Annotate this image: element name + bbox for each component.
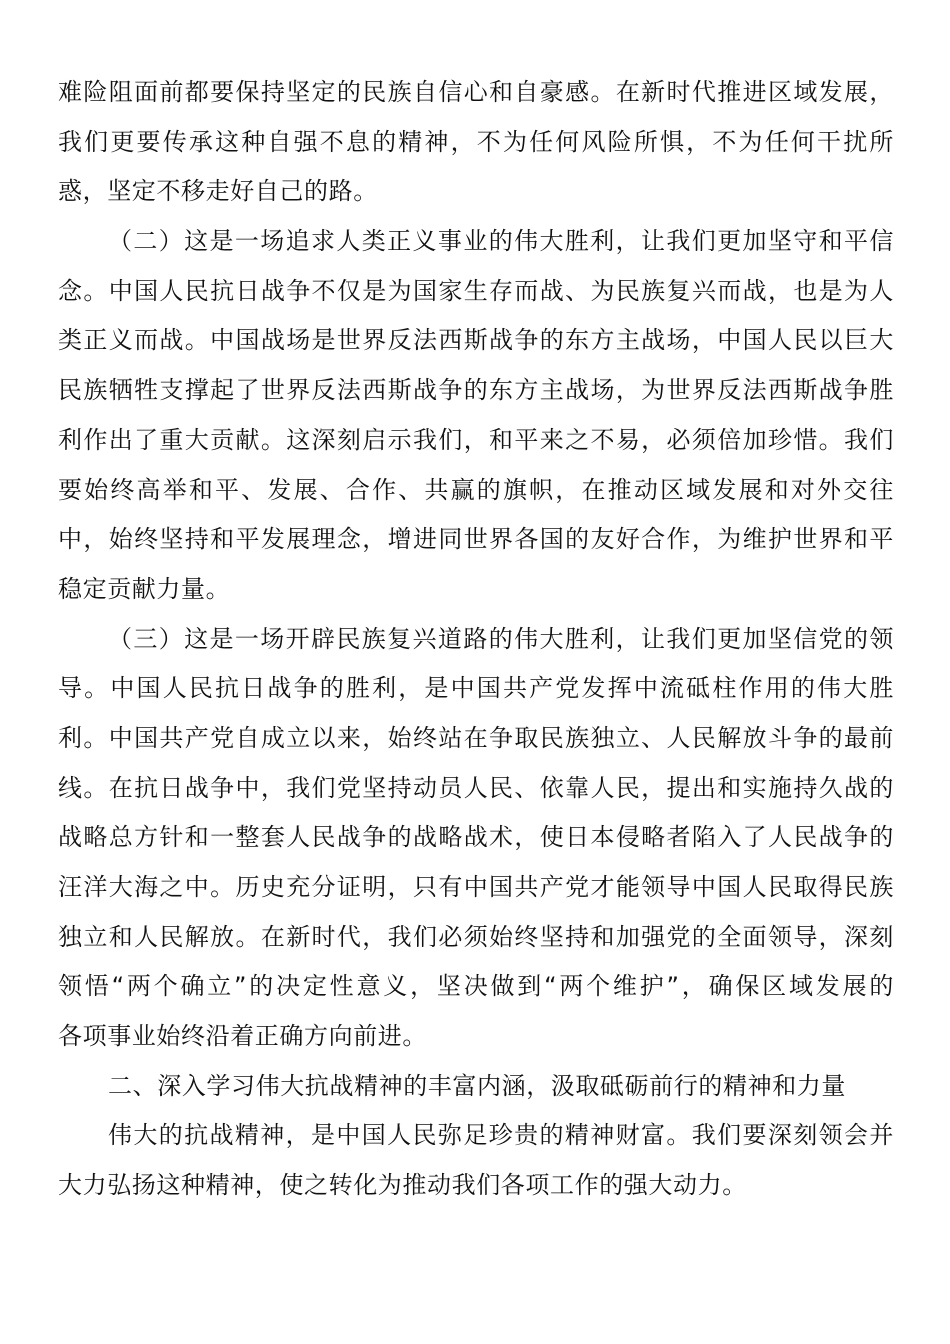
text-line: 类正义而战。中国战场是世界反法西斯战争的东方主战场，中国人民以巨大 [58,326,894,355]
paragraph-section-3 [58,615,894,1062]
paragraph-spirit-intro [58,1111,894,1210]
text-line: 利作出了重大贡献。这深刻启示我们，和平来之不易，必须倍加珍惜。我们 [58,425,894,454]
text-line: 中，始终坚持和平发展理念，增进同世界各国的友好合作，为维护世界和平 [58,525,894,554]
paragraph-continuation [58,68,894,217]
document-page [58,68,894,1211]
text-line: 难险阻面前都要保持坚定的民族自信心和自豪感。在新时代推进区域发展， [58,78,894,106]
text-line: 战略总方针和一整套人民战争的战略战术，使日本侵略者陷入了人民战争的 [58,823,894,852]
text-line: 各项事业始终沿着正确方向前进。 [58,1022,427,1051]
text-line: （三）这是一场开辟民族复兴道路的伟大胜利，让我们更加坚信党的领 [108,624,894,653]
text-line: 要始终高举和平、发展、合作、共赢的旗帜，在推动区域发展和对外交往 [58,475,894,504]
text-line: 大力弘扬这种精神，使之转化为推动我们各项工作的强大动力。 [58,1171,747,1200]
text-line: 稳定贡献力量。 [58,574,231,603]
text-line: 伟大的抗战精神，是中国人民弥足珍贵的精神财富。我们要深刻领会并 [108,1121,894,1150]
text-line: 线。在抗日战争中，我们党坚持动员人民、依靠人民，提出和实施持久战的 [58,773,894,802]
text-line: 导。中国人民抗日战争的胜利，是中国共产党发挥中流砥柱作用的伟大胜 [58,674,894,703]
text-line: （二）这是一场追求人类正义事业的伟大胜利，让我们更加坚守和平信 [108,227,894,256]
text-line: 独立和人民解放。在新时代，我们必须始终坚持和加强党的全面领导，深刻 [58,922,894,951]
section-heading [58,1062,894,1112]
text-line: 领悟“两个确立”的决定性意义，坚决做到“两个维护”，确保区域发展的 [58,972,894,1001]
text-line: 利。中国共产党自成立以来，始终站在争取民族独立、人民解放斗争的最前 [58,723,894,752]
text-line: 惑，坚定不移走好自己的路。 [58,177,378,206]
paragraph-section-2 [58,217,894,615]
text-line: 民族牺牲支撑起了世界反法西斯战争的东方主战场，为世界反法西斯战争胜 [58,376,894,405]
text-line: 念。中国人民抗日战争不仅是为国家生存而战、为民族复兴而战，也是为人 [58,276,894,305]
heading-text: 二、深入学习伟大抗战精神的丰富内涵，汲取砥砺前行的精神和力量 [108,1071,846,1100]
text-line: 汪洋大海之中。历史充分证明，只有中国共产党才能领导中国人民取得民族 [58,873,894,901]
text-line: 我们更要传承这种自强不息的精神，不为任何风险所惧，不为任何干扰所 [58,127,894,156]
